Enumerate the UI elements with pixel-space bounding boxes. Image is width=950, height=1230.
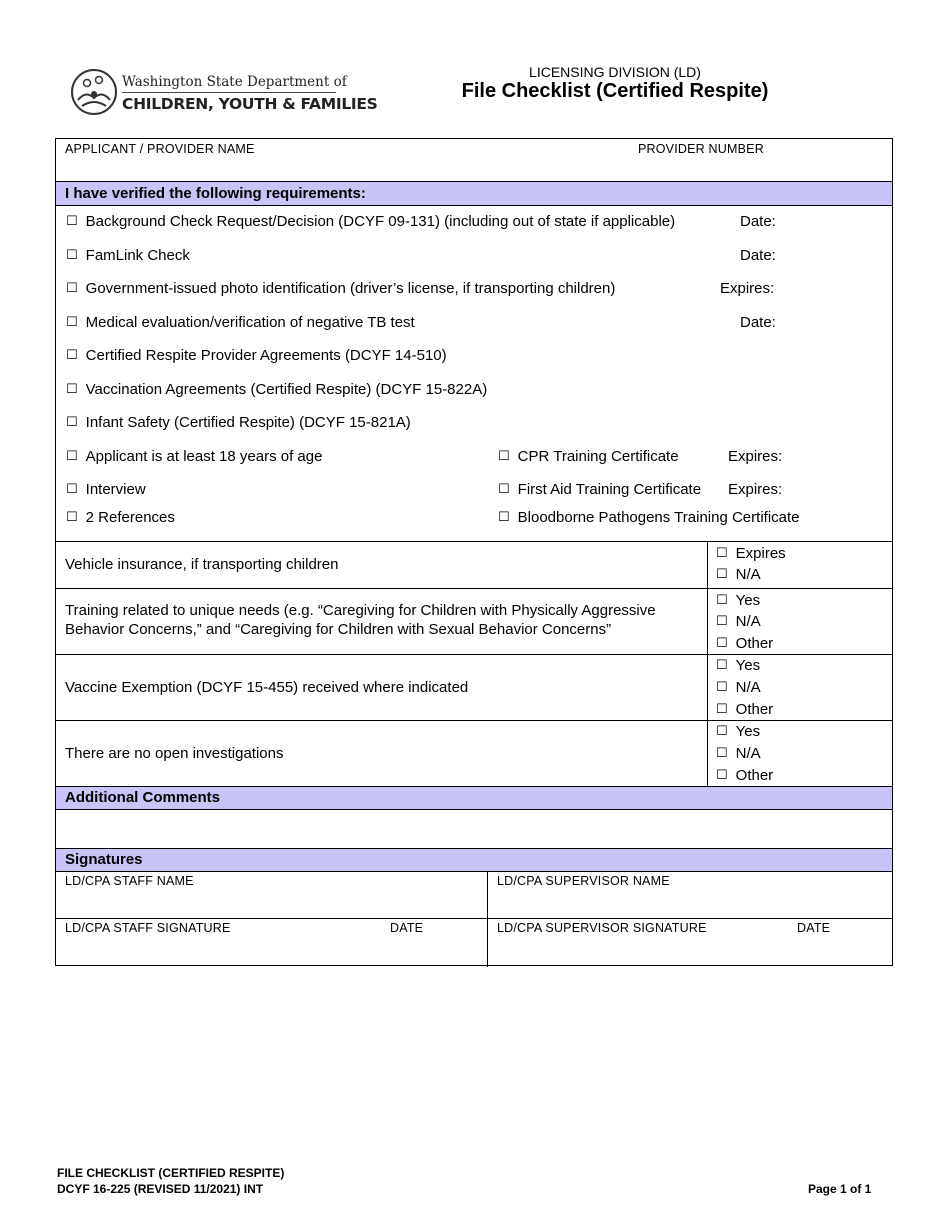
checkbox-icon[interactable]: ☐: [716, 566, 728, 581]
checklist-item[interactable]: ☐ Bloodborne Pathogens Training Certificate: [498, 509, 800, 526]
checklist-item[interactable]: ☐ 2 References: [66, 509, 175, 526]
option-yes[interactable]: ☐ Yes: [716, 723, 761, 740]
title-block: [430, 64, 800, 103]
footer-form-title: FILE CHECKLIST (CERTIFIED RESPITE): [57, 1166, 285, 1180]
applicant-name-field[interactable]: [56, 155, 626, 179]
checkbox-icon[interactable]: ☐: [716, 745, 728, 760]
checkbox-icon[interactable]: ☐: [498, 509, 510, 524]
row-training-line1: Training related to unique needs (e.g. “Caregiving for Children with Physically Aggressive: [65, 602, 656, 619]
checkbox-icon[interactable]: ☐: [716, 723, 728, 738]
checkbox-icon[interactable]: ☐: [66, 414, 78, 429]
checkbox-icon[interactable]: ☐: [716, 657, 728, 672]
row-open-investigations: There are no open investigations: [65, 745, 284, 762]
checkbox-icon[interactable]: ☐: [66, 381, 78, 396]
row-vaccine-exemption: Vaccine Exemption (DCYF 15-455) received where indicated: [65, 679, 469, 696]
checkbox-icon[interactable]: ☐: [716, 635, 728, 650]
checkbox-icon[interactable]: ☐: [716, 592, 728, 607]
org-name-line1: Washington State Department of: [122, 74, 347, 90]
checkbox-icon[interactable]: ☐: [66, 481, 78, 496]
checkbox-icon[interactable]: ☐: [66, 448, 78, 463]
checklist-item[interactable]: ☐ Vaccination Agreements (Certified Respite) (DCYF 15-822A): [66, 381, 488, 398]
checklist-item[interactable]: ☐ CPR Training Certificate: [498, 448, 679, 465]
option-other[interactable]: ☐ Other: [716, 635, 774, 652]
item-expires-label: Expires:: [720, 280, 775, 297]
option-na[interactable]: ☐ N/A: [716, 679, 761, 696]
option-other[interactable]: ☐ Other: [716, 701, 774, 718]
divider: [56, 918, 892, 919]
checkbox-icon[interactable]: ☐: [498, 481, 510, 496]
checklist-form: [55, 138, 893, 966]
checkbox-icon[interactable]: ☐: [716, 679, 728, 694]
additional-comments-field[interactable]: [56, 810, 892, 848]
checkbox-icon[interactable]: ☐: [66, 347, 78, 362]
additional-comments-heading: Additional Comments: [56, 786, 892, 810]
item-date-label: Date:: [740, 213, 776, 230]
checkbox-icon[interactable]: ☐: [716, 613, 728, 628]
page-title: File Checklist (Certified Respite): [461, 80, 769, 102]
staff-signature-label: LD/CPA STAFF SIGNATURE: [65, 921, 231, 935]
checkbox-icon[interactable]: ☐: [716, 545, 728, 560]
page-number: Page 1 of 1: [808, 1182, 872, 1196]
item-date-label: Date:: [740, 247, 776, 264]
checkbox-icon[interactable]: ☐: [716, 701, 728, 716]
divider: [56, 720, 892, 721]
item-date-label: Date:: [740, 314, 776, 331]
supervisor-signature-label: LD/CPA SUPERVISOR SIGNATURE: [497, 921, 707, 935]
checklist-item[interactable]: ☐ Applicant is at least 18 years of age: [66, 448, 323, 465]
checklist-item[interactable]: ☐ Background Check Request/Decision (DCYF 09-131) (including out of state if applicable): [66, 213, 676, 230]
provider-number-field[interactable]: [636, 155, 886, 179]
staff-date-label: DATE: [390, 921, 424, 935]
row-vehicle-insurance: Vehicle insurance, if transporting children: [65, 556, 339, 573]
supervisor-name-field[interactable]: [488, 889, 892, 917]
option-yes[interactable]: ☐ Yes: [716, 592, 761, 609]
checkbox-icon[interactable]: ☐: [716, 767, 728, 782]
checkbox-icon[interactable]: ☐: [66, 509, 78, 524]
org-name-line2: CHILDREN, YOUTH & FAMILIES: [122, 95, 378, 113]
supervisor-date-label: DATE: [797, 921, 831, 935]
provider-number-label: PROVIDER NUMBER: [638, 142, 764, 156]
item-expires-label: Expires:: [728, 448, 783, 465]
checklist-item[interactable]: ☐ Interview: [66, 481, 146, 498]
verified-heading: I have verified the following requirements:: [56, 181, 892, 206]
checkbox-icon[interactable]: ☐: [66, 280, 78, 295]
dcyf-logo: [70, 68, 378, 118]
logo-divider: [122, 92, 336, 93]
checklist-item[interactable]: ☐ FamLink Check: [66, 247, 190, 264]
checklist-item[interactable]: ☐ Medical evaluation/verification of negative TB test: [66, 314, 415, 331]
applicant-name-label: APPLICANT / PROVIDER NAME: [65, 142, 255, 156]
checkbox-icon[interactable]: ☐: [498, 448, 510, 463]
options-column-divider: [707, 541, 708, 786]
option-other[interactable]: ☐ Other: [716, 767, 774, 784]
supervisor-signature-field[interactable]: [488, 937, 892, 965]
option-na[interactable]: ☐ N/A: [716, 566, 761, 583]
divider: [56, 541, 892, 542]
staff-name-field[interactable]: [56, 889, 486, 917]
option-na[interactable]: ☐ N/A: [716, 745, 761, 762]
checklist-item[interactable]: ☐ Certified Respite Provider Agreements (DCYF 14-510): [66, 347, 447, 364]
option-na[interactable]: ☐ N/A: [716, 613, 761, 630]
row-training-line2: Behavior Concerns,” and “Caregiving for Children with Sexual Behavior Concerns”: [65, 621, 612, 638]
divider: [56, 654, 892, 655]
divider: [56, 588, 892, 589]
division-label: LICENSING DIVISION (LD): [529, 64, 701, 80]
checkbox-icon[interactable]: ☐: [66, 213, 78, 228]
checkbox-icon[interactable]: ☐: [66, 247, 78, 262]
checklist-item[interactable]: ☐ Government-issued photo identification (driver’s license, if transporting children): [66, 280, 616, 297]
checklist-item[interactable]: ☐ Infant Safety (Certified Respite) (DCYF 15-821A): [66, 414, 411, 431]
footer-form-number: DCYF 16-225 (REVISED 11/2021) INT: [57, 1182, 264, 1196]
staff-name-label: LD/CPA STAFF NAME: [65, 874, 194, 888]
supervisor-name-label: LD/CPA SUPERVISOR NAME: [497, 874, 670, 888]
item-expires-label: Expires:: [728, 481, 783, 498]
option-yes[interactable]: ☐ Yes: [716, 657, 761, 674]
option-expires[interactable]: ☐ Expires: [716, 545, 786, 562]
staff-signature-field[interactable]: [56, 937, 486, 965]
signatures-heading: Signatures: [56, 848, 892, 872]
checkbox-icon[interactable]: ☐: [66, 314, 78, 329]
checklist-item[interactable]: ☐ First Aid Training Certificate: [498, 481, 702, 498]
dcyf-logo-icon: [70, 68, 118, 116]
